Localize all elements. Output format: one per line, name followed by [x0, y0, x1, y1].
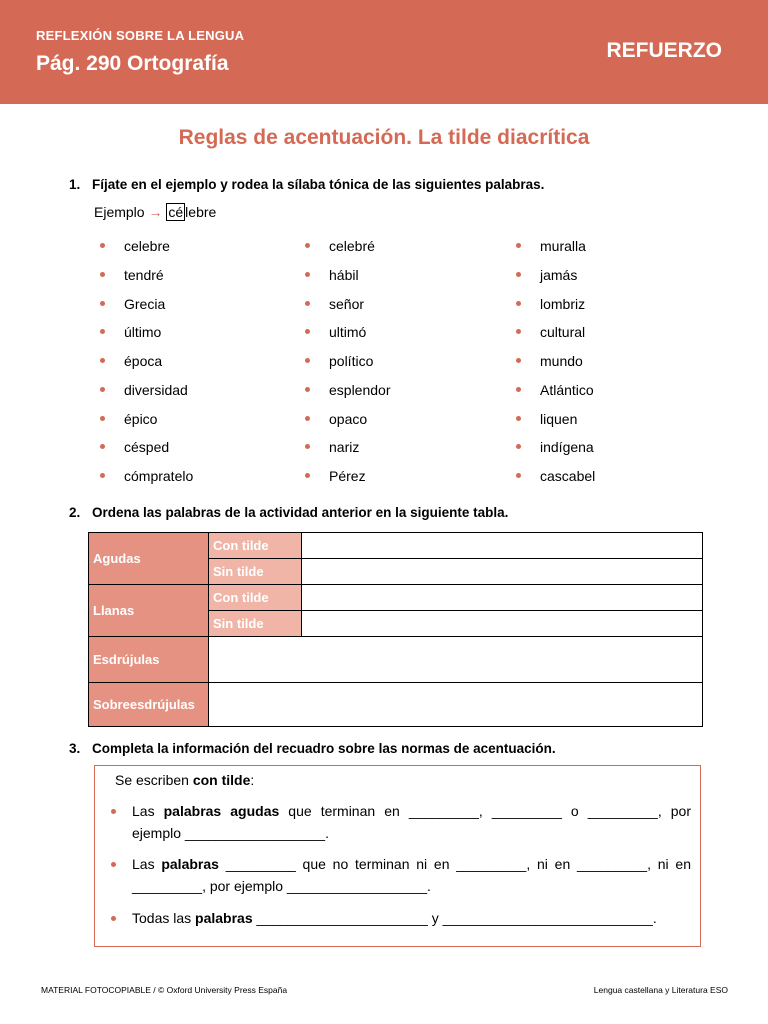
bullet-icon	[111, 862, 116, 867]
bullet-icon	[100, 243, 105, 248]
question-number: 2.	[69, 505, 81, 520]
answer-cell[interactable]	[209, 637, 703, 683]
bullet-icon	[100, 444, 105, 449]
bullet-icon	[100, 272, 105, 277]
example-label: Ejemplo	[94, 204, 145, 220]
answer-cell[interactable]	[302, 611, 703, 637]
word-item[interactable]	[98, 438, 298, 467]
word-text: épico	[124, 410, 158, 427]
category-agudas: Agudas	[89, 533, 209, 585]
word-item[interactable]	[98, 295, 298, 324]
rules-box	[94, 765, 701, 947]
rule-text: Todas las	[132, 910, 196, 926]
rule-agudas	[132, 800, 691, 844]
footer-copyright: MATERIAL FOTOCOPIABLE / © Oxford University Press España	[41, 985, 288, 995]
bullet-icon	[516, 358, 521, 363]
word-text: lombriz	[540, 295, 586, 312]
word-text: último	[124, 324, 162, 341]
category-llanas: Llanas	[89, 585, 209, 637]
rule-llanas	[132, 853, 691, 897]
word-text: cultural	[540, 324, 586, 341]
footer-book-title: Lengua castellana y Literatura ESO	[593, 985, 728, 995]
subcategory-sin-tilde: Sin tilde	[209, 611, 302, 637]
subcategory-sin-tilde: Sin tilde	[209, 559, 302, 585]
word-column-3	[514, 237, 714, 496]
classification-table	[88, 532, 703, 727]
rule-bold: palabras agudas	[163, 803, 280, 819]
word-column-2	[303, 237, 503, 496]
bullet-icon	[516, 301, 521, 306]
word-item[interactable]	[514, 381, 714, 410]
word-item[interactable]	[303, 438, 503, 467]
word-text: jamás	[540, 266, 578, 283]
word-item[interactable]	[303, 467, 503, 496]
question-text: Completa la información del recuadro sobre las normas de acentuación.	[92, 741, 556, 756]
bullet-icon	[100, 301, 105, 306]
word-item[interactable]	[98, 323, 298, 352]
intro-colon: :	[250, 772, 255, 788]
bullet-icon	[516, 329, 521, 334]
word-text: muralla	[540, 238, 586, 254]
intro-text: Se escriben	[115, 772, 193, 788]
rule-bold: palabras	[161, 856, 219, 872]
bullet-icon	[100, 473, 105, 478]
word-item[interactable]	[303, 295, 503, 324]
example-line	[94, 204, 216, 220]
bullet-icon	[516, 243, 521, 248]
word-item[interactable]	[514, 438, 714, 467]
rule-esdrujulas	[132, 907, 691, 929]
word-text: ultimó	[329, 324, 367, 341]
bullet-icon	[305, 416, 310, 421]
word-item[interactable]	[514, 266, 714, 295]
answer-cell[interactable]	[302, 559, 703, 585]
rule-text: Las	[132, 856, 162, 872]
category-esdrujulas: Esdrújulas	[89, 637, 209, 683]
word-text: liquen	[540, 410, 578, 427]
example-stressed-syllable: cé	[168, 204, 184, 220]
question-text: Ordena las palabras de la actividad anterior en la siguiente tabla.	[92, 505, 509, 520]
question-text: Fíjate en el ejemplo y rodea la sílaba tónica de las siguientes palabras.	[92, 177, 545, 192]
word-item[interactable]	[303, 323, 503, 352]
intro-bold: con tilde	[192, 772, 251, 788]
page-title: Reglas de acentuación. La tilde diacrítica	[178, 126, 590, 149]
word-item[interactable]	[98, 410, 298, 439]
word-item[interactable]	[303, 410, 503, 439]
bullet-icon	[111, 916, 116, 921]
word-item[interactable]	[514, 237, 714, 266]
word-text: Grecia	[124, 295, 166, 312]
word-item[interactable]	[514, 410, 714, 439]
bullet-icon	[305, 358, 310, 363]
word-item[interactable]	[514, 467, 714, 496]
bullet-icon	[516, 272, 521, 277]
word-text: tendré	[124, 266, 164, 283]
word-text: nariz	[329, 439, 360, 456]
bullet-icon	[100, 387, 105, 392]
arrow-right-icon: →	[148, 204, 163, 220]
word-text: indígena	[540, 439, 594, 456]
example-word-rest: lebre	[185, 204, 217, 220]
word-item[interactable]	[98, 352, 298, 381]
rule-fill-blanks[interactable]: ______________________ y ___________________________.	[252, 910, 657, 926]
word-item[interactable]	[514, 352, 714, 381]
bullet-icon	[305, 473, 310, 478]
word-text: celebré	[329, 238, 375, 254]
question-1	[69, 177, 544, 192]
bullet-icon	[516, 473, 521, 478]
subcategory-con-tilde: Con tilde	[209, 533, 302, 559]
word-item[interactable]	[514, 295, 714, 324]
subcategory-con-tilde: Con tilde	[209, 585, 302, 611]
word-item[interactable]	[514, 323, 714, 352]
section-label: REFLEXIÓN SOBRE LA LENGUA	[36, 28, 245, 43]
word-text: esplendor	[329, 381, 391, 398]
word-item[interactable]	[98, 266, 298, 295]
rule-fill-blanks[interactable]: que terminan en _________, _________ o _________, por ejemplo __________________.	[132, 803, 691, 841]
rule-text: Las	[132, 803, 164, 819]
word-text: hábil	[329, 266, 359, 283]
word-text: Atlántico	[540, 381, 594, 398]
word-item[interactable]	[303, 237, 503, 266]
answer-cell[interactable]	[209, 683, 703, 727]
word-text: diversidad	[124, 381, 188, 398]
word-item[interactable]	[98, 237, 298, 266]
word-item[interactable]	[303, 352, 503, 381]
word-text: cómpratelo	[124, 468, 194, 484]
bullet-icon	[305, 444, 310, 449]
word-text: político	[329, 353, 374, 369]
word-text: césped	[124, 439, 170, 456]
word-item[interactable]	[303, 266, 503, 295]
answer-cell[interactable]	[302, 585, 703, 611]
word-text: opaco	[329, 410, 368, 427]
bullet-icon	[305, 272, 310, 277]
page-header	[0, 0, 768, 104]
bullet-icon	[100, 416, 105, 421]
word-item[interactable]	[98, 467, 298, 496]
bullet-icon	[516, 387, 521, 392]
bullet-icon	[305, 387, 310, 392]
question-number: 3.	[69, 741, 81, 756]
bullet-icon	[516, 444, 521, 449]
category-sobreesdrujulas: Sobreesdrújulas	[89, 683, 209, 727]
word-text: celebre	[124, 238, 170, 254]
question-3	[69, 741, 556, 756]
bullet-icon	[111, 809, 116, 814]
rule-fill-blanks[interactable]: _________ que no terminan ni en _________, ni en _________, ni en _________, por ejemplo __________________.	[132, 856, 691, 894]
bullet-icon	[516, 416, 521, 421]
word-text: señor	[329, 295, 365, 312]
bullet-icon	[100, 329, 105, 334]
rules-intro	[115, 772, 254, 788]
rule-bold: palabras	[195, 910, 253, 926]
bullet-icon	[305, 301, 310, 306]
word-text: época	[124, 353, 163, 369]
page-number-topic: Pág. 290 Ortografía	[36, 52, 229, 75]
bullet-icon	[100, 358, 105, 363]
bullet-icon	[305, 243, 310, 248]
answer-cell[interactable]	[302, 533, 703, 559]
bullet-icon	[305, 329, 310, 334]
word-column-1	[98, 237, 298, 496]
word-text: cascabel	[540, 468, 596, 484]
level-badge: REFUERZO	[606, 39, 722, 62]
question-2	[69, 505, 508, 520]
word-item[interactable]	[98, 381, 298, 410]
word-item[interactable]	[303, 381, 503, 410]
question-number: 1.	[69, 177, 81, 192]
word-text: mundo	[540, 353, 583, 369]
word-text: Pérez	[329, 468, 366, 484]
